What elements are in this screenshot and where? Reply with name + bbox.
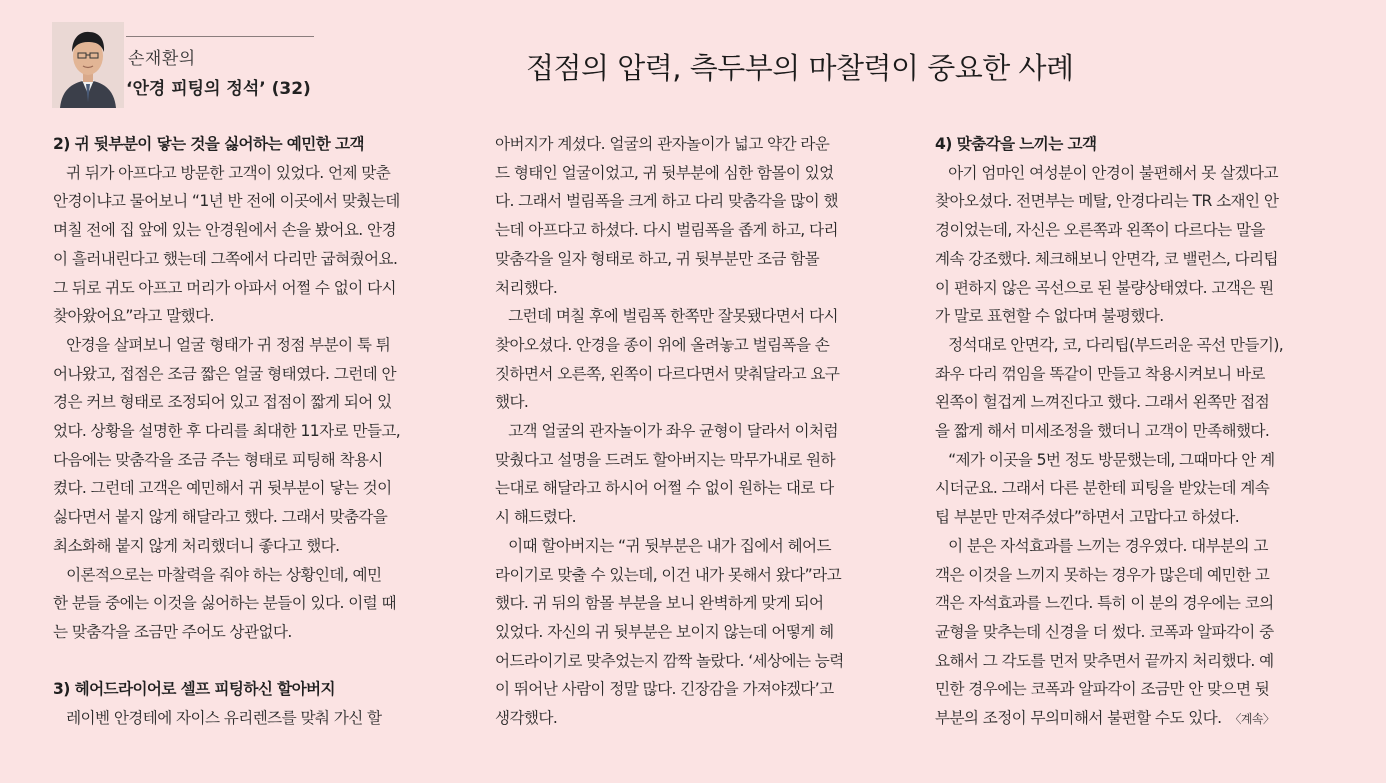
- body-text-line: 맞췄다고 설명을 드려도 할아버지는 막무가내로 원하: [495, 450, 835, 469]
- body-text-line: 했다. 귀 뒤의 함몰 부분을 보니 완벽하게 맞게 되어: [495, 594, 824, 613]
- body-text-line: 시 해드렸다.: [495, 508, 577, 527]
- byline-divider: [126, 36, 314, 37]
- body-text-line: 객은 자석효과를 느낀다. 특히 이 분의 경우에는 코의: [935, 594, 1274, 613]
- body-text-line: 한 분들 중에는 이것을 싫어하는 분들이 있다. 이럴 때: [53, 594, 396, 613]
- body-text-line: 다. 그래서 벌림폭을 크게 하고 다리 맞춤각을 많이 했: [495, 192, 838, 211]
- body-text-line: 객은 이것을 느끼지 못하는 경우가 많은데 예민한 고: [935, 565, 1270, 584]
- body-text-line: 균형을 맞추는데 신경을 더 썼다. 코폭과 알파각이 중: [935, 622, 1274, 641]
- body-text-line: 정석대로 안면각, 코, 다리팁(부드러운 곡선 만들기),: [935, 335, 1284, 354]
- body-text-line: 어드라이기로 맞추었는지 깜짝 놀랐다. ‘세상에는 능력: [495, 651, 844, 670]
- body-text-line: 을 짧게 해서 미세조정을 했더니 고객이 만족해했다.: [935, 422, 1270, 441]
- text-column-3: [935, 130, 1353, 734]
- body-text-line: 는대로 해달라고 하시어 어쩔 수 없이 원하는 대로 다: [495, 479, 834, 498]
- author-portrait-icon: [52, 22, 124, 108]
- body-text-line: 찾아왔어요”라고 말했다.: [53, 307, 214, 326]
- body-text-line: 라이기로 맞출 수 있는데, 이건 내가 못해서 왔다”라고: [495, 565, 842, 584]
- body-text-line: 했다.: [495, 393, 529, 412]
- body-text-line: 이 편하지 않은 곡선으로 된 불량상태였다. 고객은 뭔: [935, 278, 1274, 297]
- body-text-line: 맞춤각을 일자 형태로 하고, 귀 뒷부분만 조금 함몰: [495, 249, 820, 268]
- body-text-line: 레이벤 안경테에 자이스 유리렌즈를 맞춰 가신 할: [53, 709, 382, 728]
- body-text-line: “제가 이곳을 5번 정도 방문했는데, 그때마다 안 계: [935, 450, 1275, 469]
- continued-label: 〈계속〉: [1229, 712, 1275, 727]
- body-text-line: 다음에는 맞춤각을 조금 주는 형태로 피팅해 착용시: [53, 450, 383, 469]
- body-text-line: 찾아오셨다. 전면부는 메탈, 안경다리는 TR 소재인 안: [935, 192, 1279, 211]
- paragraph-spacer: [53, 647, 471, 676]
- text-column-2: [495, 130, 913, 733]
- body-text-line: 싫다면서 붙지 않게 해달라고 했다. 그래서 맞춤각을: [53, 508, 388, 527]
- body-text-line: 경은 커브 형태로 조정되어 있고 접점이 짧게 되어 있: [53, 393, 392, 412]
- body-text-line: 아버지가 계셨다. 얼굴의 관자놀이가 넓고 약간 라운: [495, 135, 830, 153]
- section-heading: 3) 헤어드라이어로 셀프 피팅하신 할아버지: [53, 680, 335, 699]
- body-text-line: 경이었는데, 자신은 오른쪽과 왼쪽이 다르다는 말을: [935, 221, 1265, 240]
- body-text-line: 가 말로 표현할 수 없다며 불평했다.: [935, 307, 1164, 326]
- body-text-line: 었다. 상황을 설명한 후 다리를 최대한 11자로 만들고,: [53, 422, 401, 441]
- body-text-line: 안경을 살펴보니 얼굴 형태가 귀 정점 부분이 툭 튀: [53, 335, 391, 354]
- body-text-line: 이 분은 자석효과를 느끼는 경우였다. 대부분의 고: [935, 536, 1268, 555]
- body-text-line: 팁 부분만 만져주셨다”하면서 고맙다고 하셨다.: [935, 508, 1240, 527]
- section-heading: 2) 귀 뒷부분이 닿는 것을 싫어하는 예민한 고객: [53, 135, 364, 153]
- body-text-line: 민한 경우에는 코폭과 알파각이 조금만 안 맞으면 뒷: [935, 680, 1270, 699]
- body-text-line: 왼쪽이 헐겁게 느껴진다고 했다. 그래서 왼쪽만 접점: [935, 393, 1270, 412]
- section-heading: 4) 맞춤각을 느끼는 고객: [935, 135, 1097, 153]
- body-text-line: 이때 할아버지는 “귀 뒷부분은 내가 집에서 헤어드: [495, 536, 831, 555]
- body-text-line: 는 맞춤각을 조금만 주어도 상관없다.: [53, 622, 292, 641]
- body-text-line: 고객 얼굴의 관자놀이가 좌우 균형이 달라서 이처럼: [495, 422, 838, 441]
- body-text-line: 며칠 전에 집 앞에 있는 안경원에서 손을 봤어요. 안경: [53, 221, 396, 240]
- body-text-line: 그런데 며칠 후에 벌림폭 한쪽만 잘못됐다면서 다시: [495, 307, 838, 326]
- body-text-line: 좌우 다리 꺾임을 똑같이 만들고 착용시켜보니 바로: [935, 364, 1265, 383]
- body-text-line: 처리했다.: [495, 278, 558, 297]
- body-text-line: 부분의 조정이 무의미해서 불편할 수도 있다. 〈계속〉: [935, 709, 1275, 728]
- body-text-line: 이 뛰어난 사람이 정말 많다. 긴장감을 가져야겠다’고: [495, 680, 834, 699]
- author-photo: [52, 22, 124, 108]
- body-text-line: 켰다. 그런데 고객은 예민해서 귀 뒷부분이 닿는 것이: [53, 479, 392, 498]
- body-text-line: 이 흘러내린다고 했는데 그쪽에서 다리만 굽혀줬어요.: [53, 249, 398, 268]
- body-text-line: 이론적으로는 마찰력을 줘야 하는 상황인데, 예민: [53, 565, 382, 584]
- body-text-line: 시더군요. 그래서 다른 분한테 피팅을 받았는데 계속: [935, 479, 1270, 498]
- article-header: [0, 0, 1386, 118]
- body-text-line: 최소화해 붙지 않게 처리했더니 좋다고 했다.: [53, 536, 340, 555]
- body-text-line: 안경이냐고 물어보니 “1년 반 전에 이곳에서 맞췄는데: [53, 192, 400, 211]
- body-text-line: 는데 아프다고 하셨다. 다시 벌림폭을 좁게 하고, 다리: [495, 221, 838, 240]
- body-text-line: 귀 뒤가 아프다고 방문한 고객이 있었다. 언제 맞춘: [53, 163, 391, 182]
- body-text-line: 요해서 그 각도를 먼저 맞추면서 끝까지 처리했다. 예: [935, 651, 1274, 670]
- series-title: ‘안경 피팅의 정석’ (32): [126, 79, 311, 99]
- body-text-line: 계속 강조했다. 체크해보니 안면각, 코 밸런스, 다리팁: [935, 249, 1278, 268]
- body-text-line: 어나왔고, 접점은 조금 짧은 얼굴 형태였다. 그런데 안: [53, 364, 396, 383]
- article-headline: 접점의 압력, 측두부의 마찰력이 중요한 사례: [526, 51, 1074, 85]
- text-column-1: [53, 130, 471, 733]
- body-text-line: 찾아오셨다. 안경을 종이 위에 올려놓고 벌림폭을 손: [495, 335, 830, 354]
- byline-author-name: 손재환의: [128, 49, 196, 69]
- body-text-line: 생각했다.: [495, 709, 558, 728]
- body-text-line: 그 뒤로 귀도 아프고 머리가 아파서 어쩔 수 없이 다시: [53, 278, 396, 297]
- body-text-line: 있었다. 자신의 귀 뒷부분은 보이지 않는데 어떻게 헤: [495, 622, 834, 641]
- body-text-line: 아기 엄마인 여성분이 안경이 불편해서 못 살겠다고: [935, 163, 1278, 182]
- body-text-line: 드 형태인 얼굴이었고, 귀 뒷부분에 심한 함몰이 있었: [495, 163, 834, 182]
- body-text-line: 짓하면서 오른쪽, 왼쪽이 다르다면서 맞춰달라고 요구: [495, 364, 840, 383]
